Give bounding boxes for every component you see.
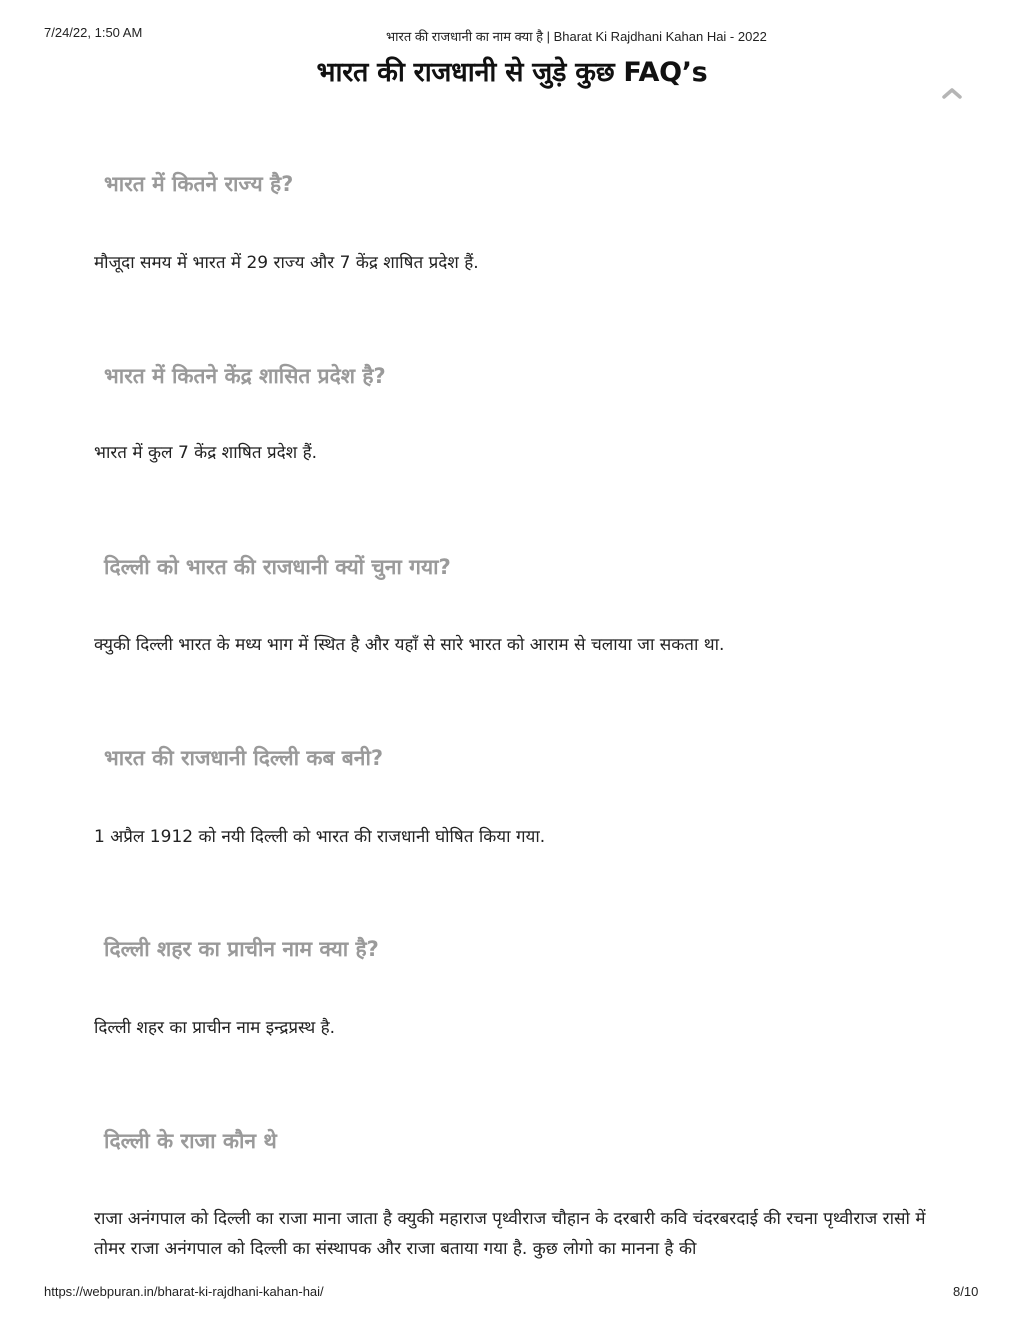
faq-answer: 1 अप्रैल 1912 को नयी दिल्ली को भारत की राजधानी घोषित किया गया. — [94, 827, 546, 847]
print-header-doc-title: भारत की राजधानी का नाम क्या है | Bharat Ki Rajdhani Kahan Hai - 2022 — [386, 29, 767, 44]
faq-question: भारत में कितने राज्य है? — [104, 172, 294, 196]
faq-question: भारत में कितने केंद्र शासित प्रदेश है? — [104, 364, 386, 388]
print-footer-url: https://webpuran.in/bharat-ki-rajdhani-kahan-hai/ — [44, 1284, 324, 1299]
print-header-datetime: 7/24/22, 1:50 AM — [44, 25, 143, 40]
faq-question: दिल्ली के राजा कौन थे — [104, 1129, 277, 1153]
faq-answer: क्युकी दिल्ली भारत के मध्य भाग में स्थित है और यहाँ से सारे भारत को आराम से चलाया जा सकता था. — [94, 635, 725, 655]
faq-answer: मौजूदा समय में भारत में 29 राज्य और 7 केंद्र शाषित प्रदेश हैं. — [94, 253, 479, 273]
print-footer-page-number: 8/10 — [953, 1284, 979, 1299]
faq-question: भारत की राजधानी दिल्ली कब बनी? — [104, 746, 384, 770]
faq-section-title: भारत की राजधानी से जुड़े कुछ FAQ’s — [316, 57, 708, 88]
faq-answer: राजा अनंगपाल को दिल्ली का राजा माना जाता है क्युकी महाराज पृथ्वीराज चौहान के दरबारी कवि चंदरबरदाई की रचना पृथ्वीराज रासो में तोमर राजा अनंगपाल को दिल्ली का संस्थापक और राजा बताया गया है. कुछ लोगो का मानना है की — [94, 1209, 926, 1259]
faq-answer: भारत में कुल 7 केंद्र शाषित प्रदेश हैं. — [94, 443, 318, 463]
faq-question: दिल्ली को भारत की राजधानी क्यों चुना गया? — [104, 555, 451, 579]
faq-question: दिल्ली शहर का प्राचीन नाम क्या है? — [104, 937, 379, 961]
faq-answer: दिल्ली शहर का प्राचीन नाम इन्द्रप्रस्थ है. — [94, 1018, 336, 1038]
